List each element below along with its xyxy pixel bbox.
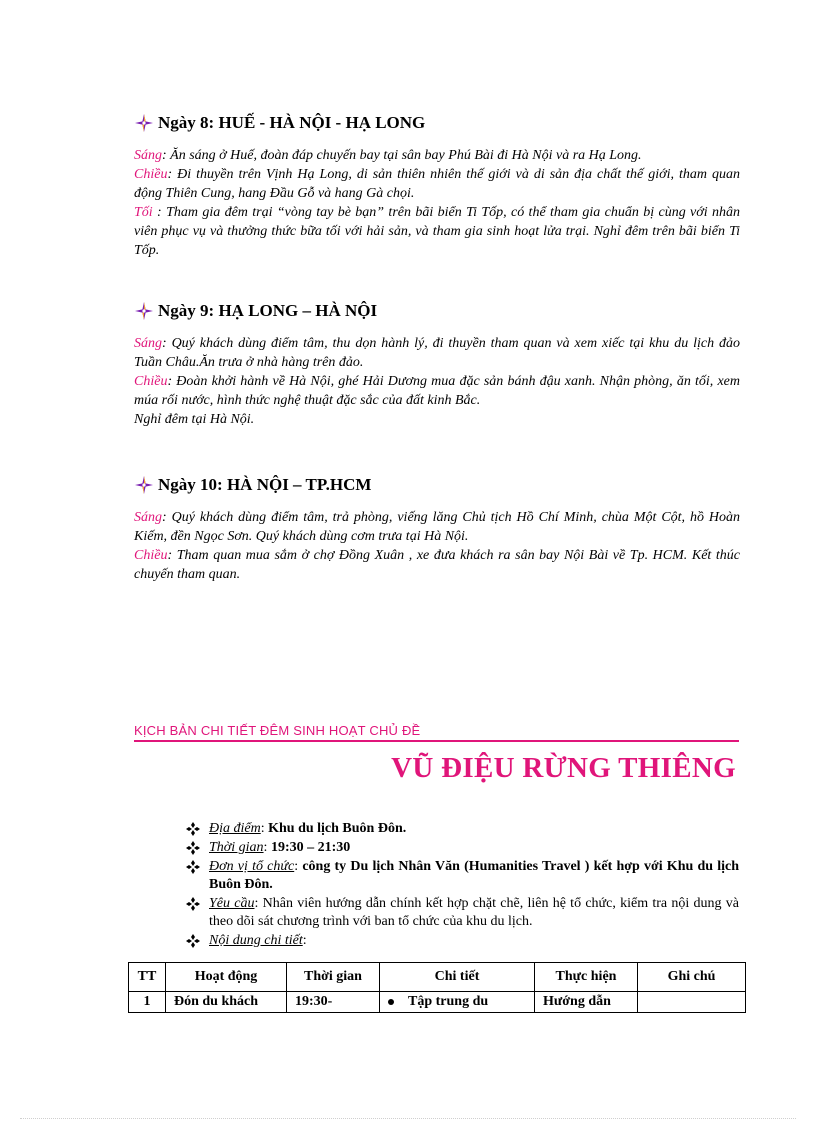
schedule-line [134,508,740,546]
info-item [186,895,739,931]
table-cell [638,992,746,1013]
schedule-line [134,165,740,203]
schedule-line [134,203,740,260]
time-of-day-label: Chiều [134,167,168,182]
day-heading [134,474,740,496]
schedule-line [134,146,740,165]
table-header-row [129,963,746,992]
schedule-text: Đi thuyền trên Vịnh Hạ Long, di sản thiên nhiên thế giới và di sản địa chất thế giới, tham quan động Thiên Cung, hang Đầu Gỗ và hang Gà chọi. [134,167,740,201]
schedule-text: Ăn sáng ở Huế, đoàn đáp chuyến bay tại sân bay Phú Bài đi Hà Nội và ra Hạ Long. [166,148,642,163]
schedule-text: Nghỉ đêm tại Hà Nội. [134,412,255,427]
table-cell: 1 [129,992,166,1013]
itinerary-day [134,112,740,260]
info-text: Địa điểm: Khu du lịch Buôn Đôn. [209,821,407,836]
table-row [129,992,746,1013]
time-of-day-label: Tối [134,205,153,220]
day-heading [134,112,740,134]
info-text: Thời gian: 19:30 – 21:30 [209,840,351,855]
schedule-text: Quý khách dùng điểm tâm, trả phòng, viếng lăng Chủ tịch Hồ Chí Minh, chùa Một Cột, hồ Hoàn Kiếm, đền Ngọc Sơn. Quý khách dùng cơm trưa tại Hà Nội. [134,510,740,544]
day-description [134,146,740,260]
schedule-line [134,372,740,410]
info-item [186,820,739,838]
day-title: Ngày 10: HÀ NỘI – TP.HCM [158,475,372,494]
info-value: Khu du lịch Buôn Đôn. [268,821,407,836]
label-separator: : [167,548,173,563]
time-of-day-label: Chiều [134,548,168,563]
diamond-bullet-icon [186,897,200,911]
day-heading [134,300,740,322]
schedule-text: Tham gia đêm trại “vòng tay bè bạn” trên bãi biển Ti Tốp, có thể tham gia chuẩn bị cùng với nhân viên phục vụ và thưởng thức bữa tối với hải sản, và tham gia sinh hoạt lửa trại. Nghỉ đêm trên bãi biển Ti Tốp. [134,205,740,258]
detail-text: Tập trung du [408,994,489,1009]
table-cell [380,992,535,1013]
label-separator: : [152,205,162,220]
col-header: Thực hiện [535,963,638,992]
schedule-table [128,962,746,1013]
info-item [186,932,739,950]
col-header: Ghi chú [638,963,746,992]
star-bullet-icon [134,301,154,321]
star-bullet-icon [134,475,154,495]
schedule-line [134,410,740,429]
day-title: Ngày 9: HẠ LONG – HÀ NỘI [158,301,378,320]
info-text: Yêu cầu: Nhân viên hướng dẫn chính kết hợp chặt chẽ, liên hệ tổ chức, kiểm tra nội dung và theo dõi sát chương trình với ban tổ chức của khu du lịch. [209,896,740,929]
info-key: Thời gian [209,840,264,855]
info-key: Nội dung chi tiết [209,933,303,948]
diamond-bullet-icon [186,841,200,855]
page-divider [20,1118,796,1119]
schedule-text: Quý khách dùng điểm tâm, thu dọn hành lý, đi thuyền tham quan và xem xiếc tại khu du lịch đảo Tuần Châu.Ăn trưa ở nhà hàng trên đảo. [134,336,740,370]
time-of-day-label: Sáng [134,336,162,351]
table-cell: Hướng dẫn [535,992,638,1013]
event-title: VŨ ĐIỆU RỪNG THIÊNG [391,752,736,784]
col-header: Hoạt động [166,963,287,992]
schedule-text: Đoàn khởi hành về Hà Nội, ghé Hải Dương mua đặc sản bánh đậu xanh. Nhận phòng, ăn tối, xem múa rối nước, hình thức nghệ thuật đặc sắc của đất kinh Bắc. [134,374,740,408]
schedule-line [134,334,740,372]
label-separator: : [167,167,173,182]
time-of-day-label: Sáng [134,510,162,525]
bullet-dot-icon [388,999,394,1005]
schedule-text: Tham quan mua sắm ở chợ Đồng Xuân , xe đưa khách ra sân bay Nội Bài về Tp. HCM. Kết thúc chuyến tham quan. [134,548,740,582]
event-info-list [186,820,739,951]
diamond-bullet-icon [186,934,200,948]
col-header: Thời gian [287,963,380,992]
itinerary-day [134,474,740,584]
day-description [134,334,740,429]
schedule-line [134,546,740,584]
time-of-day-label: Chiều [134,374,168,389]
script-section-label: KỊCH BẢN CHI TIẾT ĐÊM SINH HOẠT CHỦ ĐỀ [134,723,739,742]
diamond-bullet-icon [186,860,200,874]
info-text: Đơn vị tổ chức: công ty Du lịch Nhân Văn (Humanities Travel ) kết hợp với Khu du lịch Buôn Đôn. [209,859,740,892]
col-header: Chi tiết [380,963,535,992]
label-separator: : [162,336,167,351]
label-separator: : [162,148,167,163]
info-text: Nội dung chi tiết: [209,933,307,948]
table-cell: Đón du khách [166,992,287,1013]
info-value: Nhân viên hướng dẫn chính kết hợp chặt chẽ, liên hệ tổ chức, kiểm tra nội dung và theo dõi sát chương trình với ban tổ chức của khu du lịch. [209,896,740,929]
label-separator: : [167,374,173,389]
diamond-bullet-icon [186,822,200,836]
info-value: 19:30 – 21:30 [270,840,351,855]
info-key: Địa điểm [209,821,261,836]
info-key: Yêu cầu [209,896,255,911]
info-value: công ty Du lịch Nhân Văn (Humanities Travel ) kết hợp với Khu du lịch Buôn Đôn. [209,859,740,892]
info-key: Đơn vị tổ chức [209,859,295,874]
day-title: Ngày 8: HUẾ - HÀ NỘI - HẠ LONG [158,113,426,132]
day-description [134,508,740,584]
table-cell: 19:30- [287,992,380,1013]
itinerary-day [134,300,740,429]
time-of-day-label: Sáng [134,148,162,163]
label-separator: : [162,510,167,525]
info-item [186,858,739,894]
star-bullet-icon [134,113,154,133]
col-header: TT [129,963,166,992]
info-item [186,839,739,857]
